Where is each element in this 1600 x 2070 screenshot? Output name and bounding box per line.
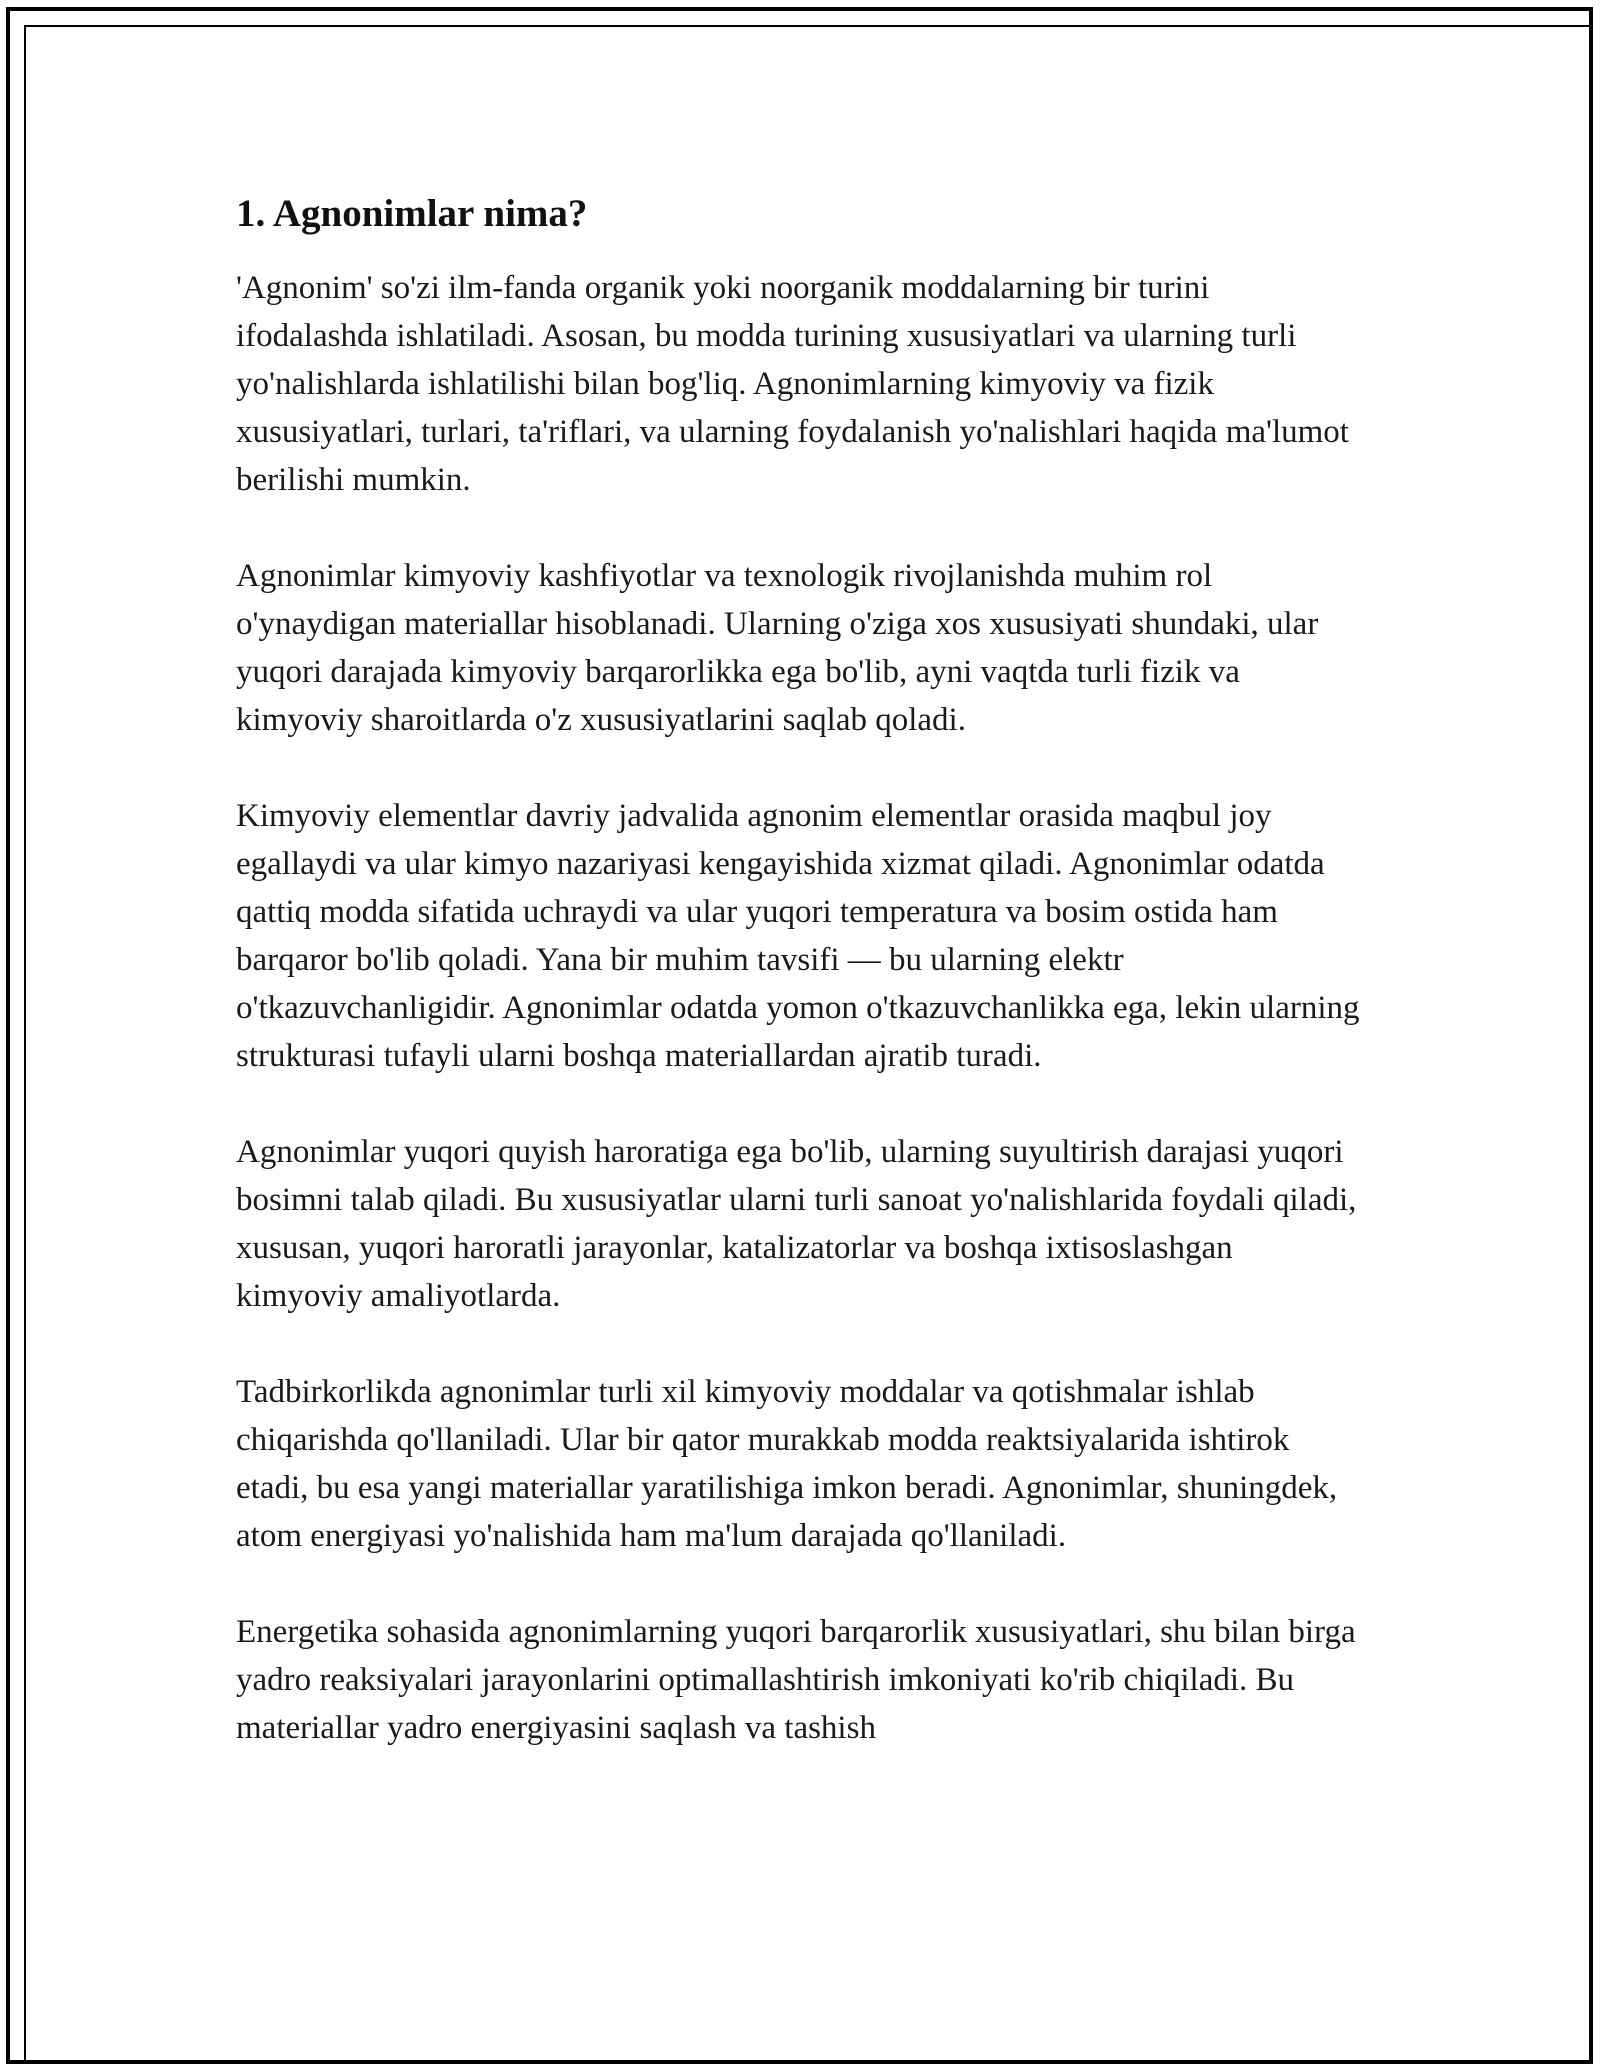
paragraph-periodic-table: Kimyoviy elementlar davriy jadvalida agnonim elementlar orasida maqbul joy egallaydi va ular kimyo nazariyasi kengayishida xizmat qiladi. Agnonimlar odatda qattiq modda sifatida uchraydi va ular yuqori temperatura va bosim ostida ham barqaror bo'lib qoladi. Yana bir muhim tavsifi — bu ularning elektr o'tkazuvchanligidir. Agnonimlar odatda yomon o'tkazuvchanlikka ega, lekin ularning strukturasi tufayli ularni boshqa materiallardan ajratib turadi.: [236, 798, 1360, 1074]
paragraph-role: Agnonimlar kimyoviy kashfiyotlar va texnologik rivojlanishda muhim rol o'ynaydigan materiallar hisoblanadi. Ularning o'ziga xos xususiyati shundaki, ular yuqori darajada kimyoviy barqarorlikka ega bo'lib, ayni vaqtda turli fizik va kimyoviy sharoitlarda o'z xususiyatlarini saqlab qoladi.: [236, 558, 1319, 738]
section-heading: 1. Agnonimlar nima?: [236, 192, 588, 235]
paragraph-industry: Tadbirkorlikda agnonimlar turli xil kimyoviy moddalar va qotishmalar ishlab chiqarishda qo'llaniladi. Ular bir qator murakkab modda reaktsiyalarida ishtirok etadi, bu esa yangi materiallar yaratilishiga imkon beradi. Agnonimlar, shuningdek, atom energiyasi yo'nalishida ham ma'lum darajada qo'llaniladi.: [236, 1374, 1338, 1554]
paragraph-melting-point: Agnonimlar yuqori quyish haroratiga ega bo'lib, ularning suyultirish darajasi yuqori bosimni talab qiladi. Bu xususiyatlar ularni turli sanoat yo'nalishlarida foydali qiladi, xususan, yuqori haroratli jarayonlar, katalizatorlar va boshqa ixtisoslashgan kimyoviy amaliyotlarda.: [236, 1134, 1357, 1314]
document-body: [236, 186, 1366, 1800]
paragraph-energy: Energetika sohasida agnonimlarning yuqori barqarorlik xususiyatlari, shu bilan birga yadro reaksiyalari jarayonlarini optimallashtirish imkoniyati ko'rib chiqiladi. Bu materiallar yadro energiyasini saqlash va tashish: [236, 1614, 1356, 1746]
paragraph-definition: 'Agnonim' so'zi ilm-fanda organik yoki noorganik moddalarning bir turini ifodalashda ishlatiladi. Asosan, bu modda turining xususiyatlari va ularning turli yo'nalishlarda ishlatilishi bilan bog'liq. Agnonimlarning kimyoviy va fizik xususiyatlari, turlari, ta'riflari, va ularning foydalanish yo'nalishlari haqida ma'lumot berilishi mumkin.: [236, 270, 1349, 498]
